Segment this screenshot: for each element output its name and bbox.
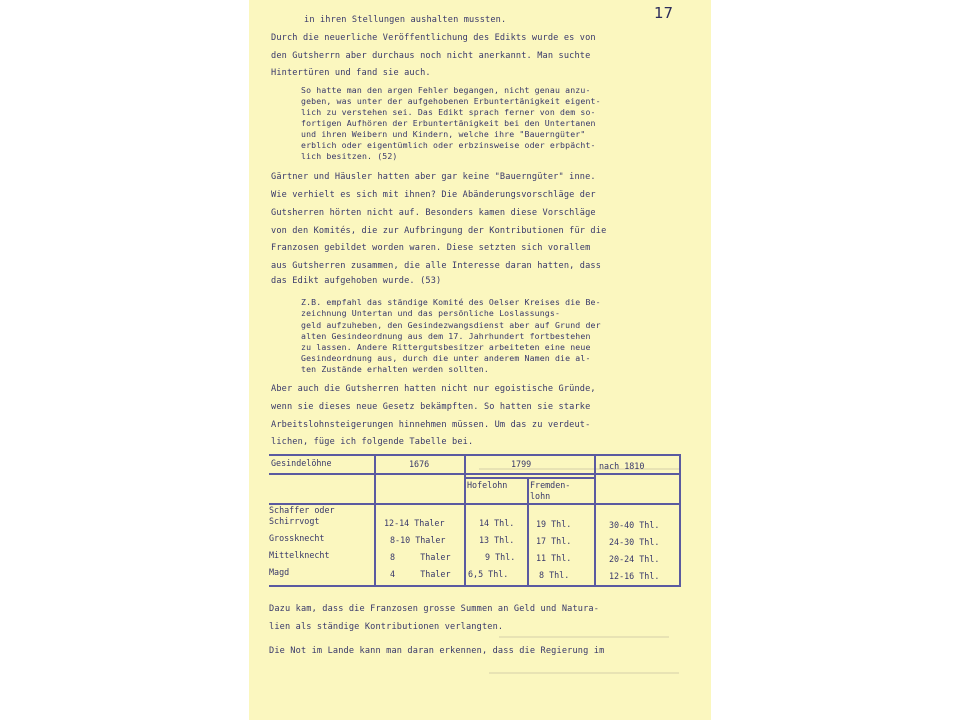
table-cell-fremdenlohn: 17 Thl. — [536, 536, 572, 546]
text-line: Wie verhielt es sich mit ihnen? Die Abänderungsvorschläge der — [271, 190, 596, 200]
text-line: Gärtner und Häusler hatten aber gar keine "Bauerngüter" inne. — [271, 172, 596, 182]
table-cell-1676: 12-14 Thaler — [384, 518, 445, 528]
table-cell-fremdenlohn: 8 Thl. — [539, 570, 570, 580]
show-through-mark — [499, 636, 669, 638]
table-subheader-fremdenlohn: lohn — [530, 491, 551, 501]
table-subheader-hofelohn: Hofelohn — [467, 480, 508, 490]
quote-line: alten Gesindeordnung aus dem 17. Jahrhundert fortbestehen — [301, 331, 591, 341]
table-rule-header — [269, 473, 681, 475]
table-cell-hofelohn: 9 Thl. — [485, 552, 516, 562]
table-col-rule — [464, 454, 466, 586]
quote-line: zeichnung Untertan und das persönliche Loslassungs- — [301, 308, 561, 318]
text-line: das Edikt aufgehoben wurde. (53) — [271, 276, 442, 286]
quote-line: geben, was unter der aufgehobenen Erbuntertänigkeit eigent- — [301, 96, 601, 106]
text-line: lien als ständige Kontributionen verlangten. — [269, 622, 504, 632]
table-cell-fremdenlohn: 11 Thl. — [536, 553, 572, 563]
quote-line: Z.B. empfahl das ständige Komité des Oelser Kreises die Be- — [301, 297, 601, 307]
table-rule-bottom — [269, 585, 681, 587]
table-rule-top — [269, 454, 681, 456]
table-cell-nach-1810: 30-40 Thl. — [609, 520, 660, 530]
table-row-label: Grossknecht — [269, 533, 325, 543]
table-cell-hofelohn: 13 Thl. — [479, 535, 515, 545]
show-through-mark — [489, 672, 679, 674]
text-line: in ihren Stellungen aushalten mussten. — [304, 15, 507, 25]
show-through-mark — [479, 468, 679, 470]
quote-line: lich zu verstehen sei. Das Edikt sprach ferner von dem so- — [301, 107, 596, 117]
table-header-1799: 1799 — [511, 459, 532, 469]
quote-line: ten Zustände erhalten werden sollten. — [301, 364, 489, 374]
table-cell-hofelohn: 6,5 Thl. — [468, 569, 509, 579]
table-header-1676: 1676 — [409, 459, 430, 469]
table-row-label: Mittelknecht — [269, 550, 330, 560]
quote-line: So hatte man den argen Fehler begangen, nicht genau anzu- — [301, 85, 591, 95]
page-number: 17 — [654, 4, 674, 22]
table-col-rule — [594, 454, 596, 586]
table-row-label: Schaffer oder — [269, 505, 335, 515]
text-line: Durch die neuerliche Veröffentlichung des Edikts wurde es von — [271, 33, 596, 43]
text-line: Franzosen gebildet worden waren. Diese setzten sich vorallem — [271, 243, 591, 253]
table-row-label: Schirrvogt — [269, 516, 320, 526]
text-line: lichen, füge ich folgende Tabelle bei. — [271, 437, 474, 447]
quote-line: erblich oder eigentümlich oder erbzinsweise oder erbpächt- — [301, 140, 596, 150]
table-subheader-fremdenlohn: Fremden- — [530, 480, 571, 490]
table-cell-nach-1810: 20-24 Thl. — [609, 554, 660, 564]
text-line: Hintertüren und fand sie auch. — [271, 68, 431, 78]
table-cell-hofelohn: 14 Thl. — [479, 518, 515, 528]
text-line: Gutsherren hörten nicht auf. Besonders kamen diese Vorschläge — [271, 208, 596, 218]
quote-line: zu lassen. Andere Rittergutsbesitzer arbeiteten eine neue — [301, 342, 591, 352]
table-col-rule — [374, 454, 376, 586]
table-cell-nach-1810: 24-30 Thl. — [609, 537, 660, 547]
quote-line: geld aufzuheben, den Gesindezwangsdienst aber auf Grund der — [301, 320, 601, 330]
table-col-rule — [527, 477, 529, 586]
text-line: Die Not im Lande kann man daran erkennen, dass die Regierung im — [269, 646, 605, 656]
text-line: Aber auch die Gutsherren hatten nicht nur egoistische Gründe, — [271, 384, 596, 394]
quote-line: fortigen Aufhören der Erbuntertänigkeit bei den Untertanen — [301, 118, 596, 128]
table-cell-1676: 8 Thaler — [390, 552, 451, 562]
text-line: den Gutsherrn aber durchaus noch nicht anerkannt. Man suchte — [271, 51, 591, 61]
text-line: Dazu kam, dass die Franzosen grosse Summen an Geld und Natura- — [269, 604, 600, 614]
text-line: aus Gutsherren zusammen, die alle Interesse daran hatten, dass — [271, 261, 602, 271]
table-header-gesindeloehne: Gesindelöhne — [271, 458, 332, 468]
text-line: von den Komités, die zur Aufbringung der Kontributionen für die — [271, 226, 607, 236]
quote-line: und ihren Weibern und Kindern, welche ihre "Bauerngüter" — [301, 129, 586, 139]
table-header-nach-1810: nach 1810 — [599, 461, 645, 471]
text-line: Arbeitslohnsteigerungen hinnehmen müssen. Um das zu verdeut- — [271, 420, 591, 430]
table-cell-1676: 4 Thaler — [390, 569, 451, 579]
table-col-rule — [679, 454, 681, 586]
quote-line: lich besitzen. (52) — [301, 151, 398, 161]
table-cell-fremdenlohn: 19 Thl. — [536, 519, 572, 529]
quote-line: Gesindeordnung aus, durch die unter anderem Namen die al- — [301, 353, 591, 363]
text-line: wenn sie dieses neue Gesetz bekämpften. So hatten sie starke — [271, 402, 591, 412]
table-cell-1676: 8-10 Thaler — [390, 535, 446, 545]
document-page — [249, 0, 711, 720]
table-row-label: Magd — [269, 567, 290, 577]
table-cell-nach-1810: 12-16 Thl. — [609, 571, 660, 581]
